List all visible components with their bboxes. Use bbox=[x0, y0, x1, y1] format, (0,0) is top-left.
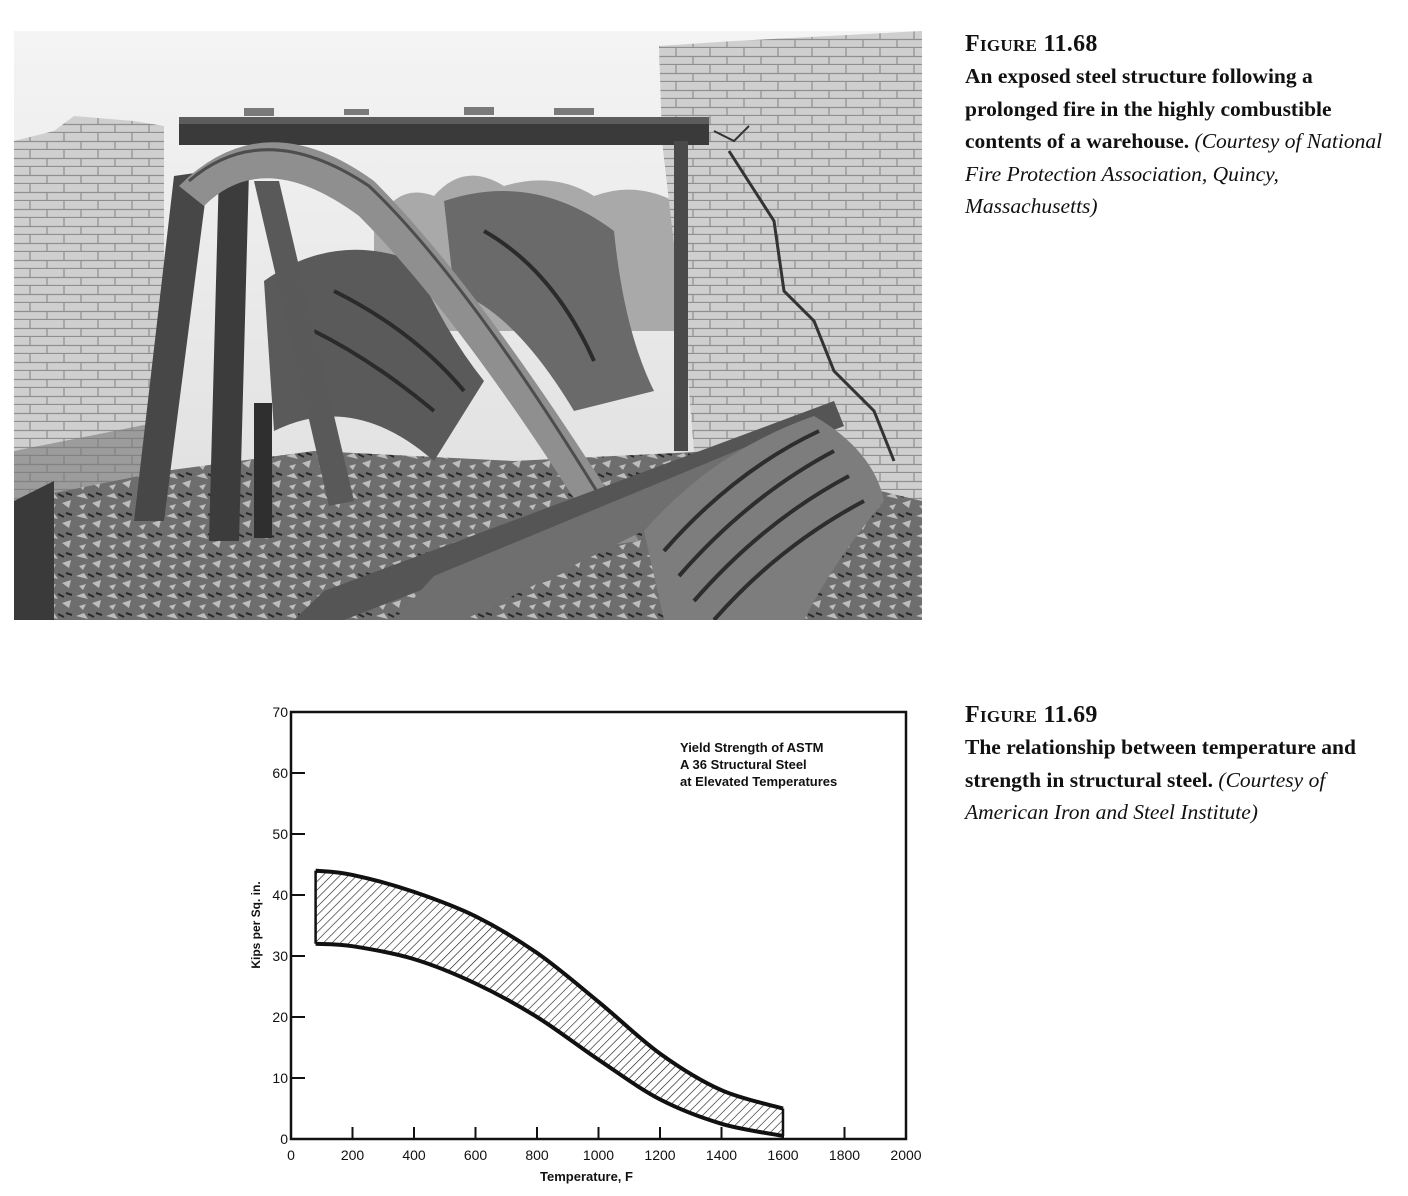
figure-title: An exposed steel structure following a prolonged fire in the highly combustible contents of a warehouse. bbox=[965, 64, 1332, 153]
y-tick-label: 10 bbox=[272, 1070, 288, 1086]
y-tick-label: 30 bbox=[272, 948, 288, 964]
chart-title-line: A 36 Structural Steel bbox=[680, 757, 807, 772]
figure-11-69-caption bbox=[965, 699, 1395, 829]
x-tick-label: 1000 bbox=[582, 1147, 615, 1163]
figure-credit: (Courtesy of American Iron and Steel Institute) bbox=[965, 767, 1326, 824]
y-tick-label: 70 bbox=[272, 704, 288, 720]
warehouse-fire-photo bbox=[14, 31, 922, 620]
figure-title: The relationship between temperature and strength in structural steel. bbox=[965, 735, 1356, 792]
chart-title bbox=[680, 740, 837, 789]
x-tick-label: 1200 bbox=[644, 1147, 676, 1163]
chart-title-line: at Elevated Temperatures bbox=[680, 774, 838, 789]
x-tick-label: 0 bbox=[287, 1147, 295, 1163]
warehouse-fire-illustration bbox=[14, 31, 922, 620]
x-axis-label: Temperature, F bbox=[540, 1169, 633, 1184]
x-tick-label: 200 bbox=[340, 1147, 365, 1163]
figure-credit: (Courtesy of National Fire Protection Association, Quincy, Massachusetts) bbox=[965, 129, 1383, 218]
chart-canvas bbox=[240, 695, 930, 1190]
figure-label: Figure 11.69 bbox=[965, 702, 1098, 728]
x-tick-label: 1800 bbox=[828, 1147, 861, 1163]
x-tick-label: 2000 bbox=[890, 1147, 922, 1163]
y-tick-label: 60 bbox=[272, 765, 288, 781]
y-tick-label: 40 bbox=[272, 887, 288, 903]
x-tick-label: 600 bbox=[463, 1147, 488, 1163]
y-tick-label: 50 bbox=[272, 826, 288, 842]
x-tick-label: 1400 bbox=[705, 1147, 738, 1163]
figure-label: Figure 11.68 bbox=[965, 31, 1098, 57]
x-tick-label: 1600 bbox=[767, 1147, 799, 1163]
yield-strength-chart bbox=[240, 695, 930, 1190]
x-tick-label: 400 bbox=[402, 1147, 426, 1163]
y-tick-label: 20 bbox=[272, 1009, 288, 1025]
x-tick-label: 800 bbox=[525, 1147, 549, 1163]
y-axis-label: Kips per Sq. in. bbox=[249, 881, 263, 969]
figure-11-68-caption bbox=[965, 28, 1395, 223]
yield-strength-band bbox=[316, 871, 783, 1136]
chart-title-line: Yield Strength of ASTM bbox=[680, 740, 824, 755]
y-tick-label: 0 bbox=[280, 1131, 288, 1147]
